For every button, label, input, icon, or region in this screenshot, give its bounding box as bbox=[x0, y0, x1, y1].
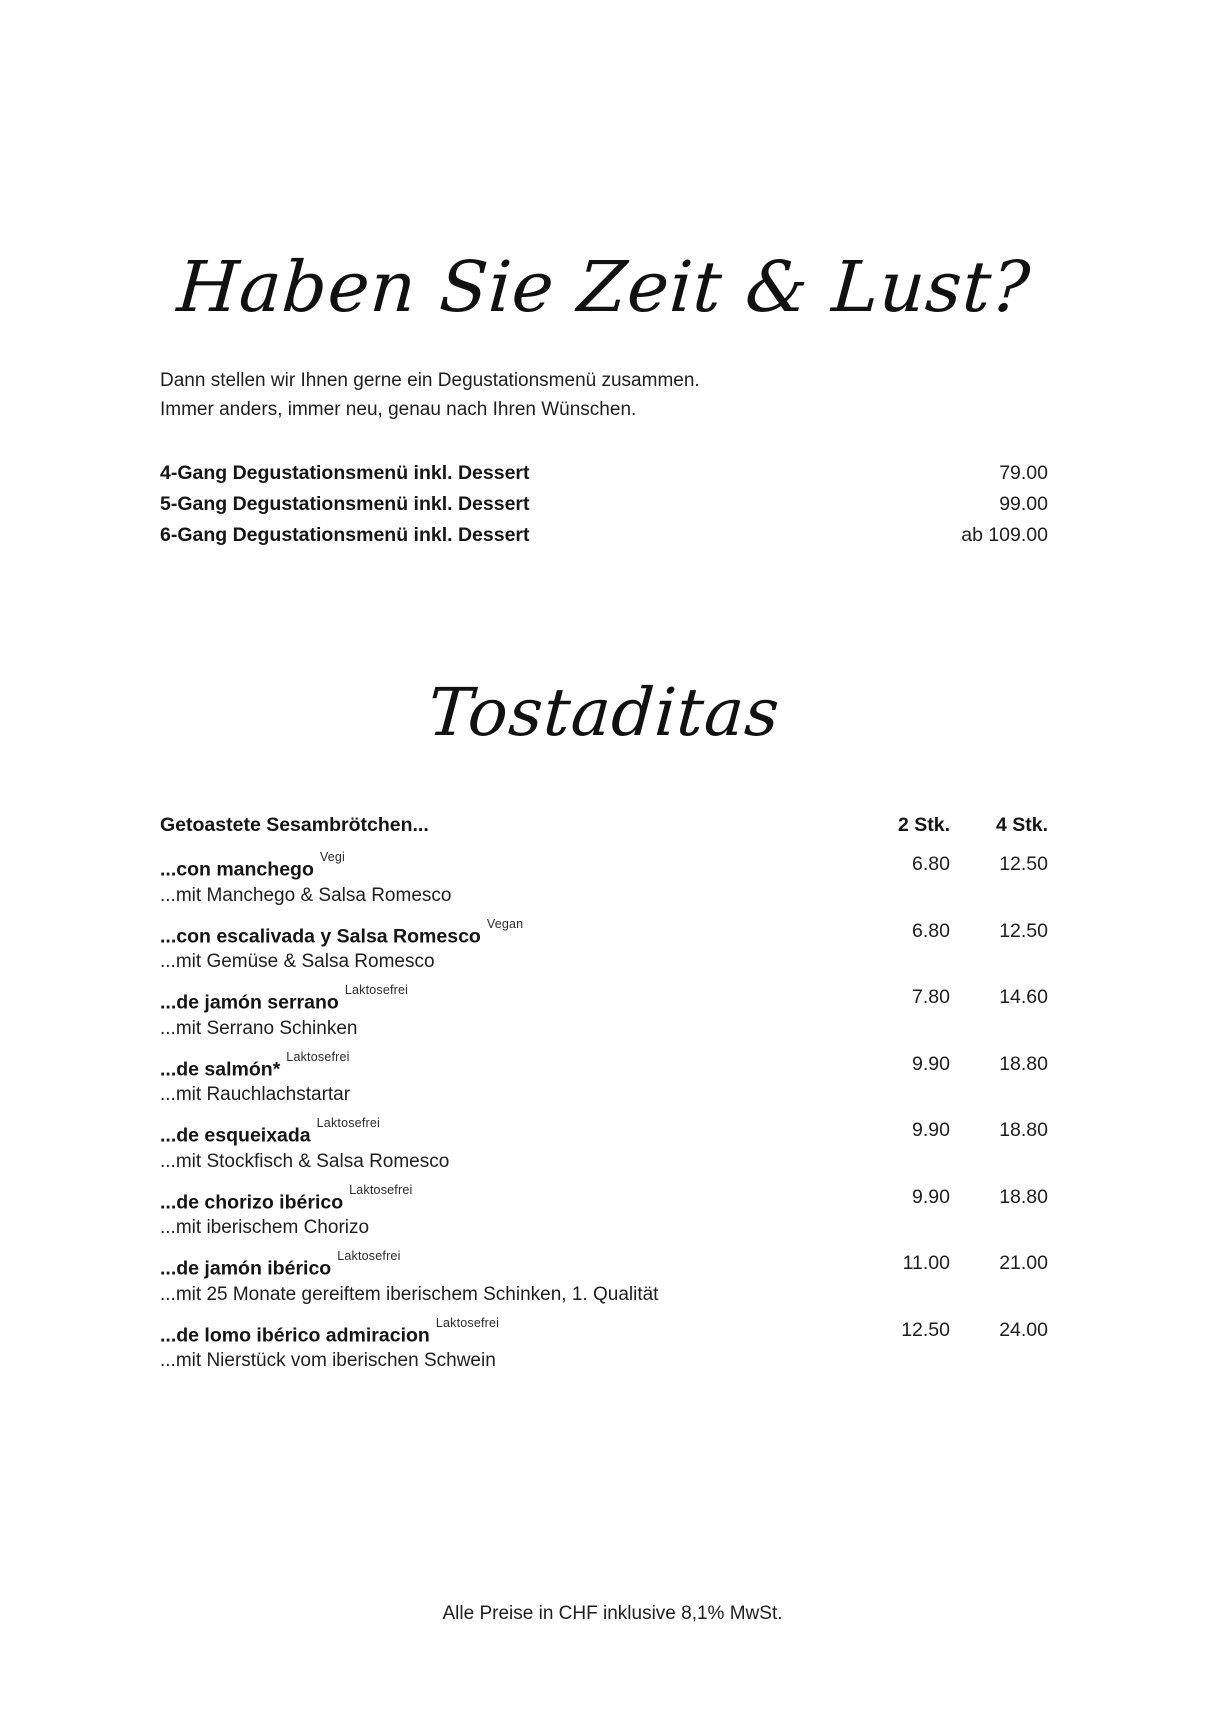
tostaditas-item-price-4stk: 14.60 bbox=[999, 986, 1048, 1008]
tostaditas-item-text bbox=[160, 851, 855, 909]
tostaditas-item bbox=[160, 1250, 1048, 1308]
tostaditas-item-name bbox=[160, 1250, 855, 1282]
tostaditas-item-name bbox=[160, 1317, 855, 1349]
diet-tag: Vegi bbox=[319, 850, 345, 864]
tostaditas-item bbox=[160, 1117, 1048, 1175]
tostaditas-header-2stk: 2 Stk. bbox=[897, 814, 950, 836]
tostaditas-item-price-2stk: 9.90 bbox=[912, 1119, 950, 1141]
tostaditas-item-text bbox=[160, 1250, 855, 1308]
item-name-text: ...con manchego bbox=[160, 858, 314, 881]
tostaditas-table bbox=[160, 813, 1048, 1374]
item-name-text: ...de jamón ibérico bbox=[160, 1257, 332, 1280]
tostaditas-section bbox=[160, 663, 1048, 1374]
item-name-text: ...de salmón* bbox=[160, 1058, 281, 1080]
price-footnote: Alle Preise in CHF inklusive 8,1% MwSt. bbox=[442, 1603, 783, 1624]
diet-tag: Laktosefrei bbox=[344, 983, 409, 997]
tostaditas-item-price-4stk: 21.00 bbox=[999, 1252, 1048, 1274]
menu-page-content bbox=[160, 0, 1048, 1383]
tostaditas-item bbox=[160, 1184, 1048, 1242]
tostaditas-item-text bbox=[160, 1184, 855, 1242]
tostaditas-item bbox=[160, 918, 1048, 976]
tostaditas-item-price-4stk: 12.50 bbox=[999, 853, 1048, 875]
tostaditas-title: Tostaditas bbox=[425, 674, 783, 751]
tostaditas-item-description: ...mit iberischem Chorizo bbox=[160, 1217, 370, 1238]
tostaditas-item-price-4stk: 12.50 bbox=[999, 919, 1048, 942]
degustation-item bbox=[160, 458, 1048, 489]
tostaditas-item-description: ...mit 25 Monate gereiftem iberischem Schinken, 1. Qualität bbox=[160, 1283, 659, 1305]
diet-tag: Laktosefrei bbox=[286, 1049, 350, 1064]
tostaditas-item-text bbox=[160, 1117, 855, 1175]
degustation-title: Haben Sie Zeit & Lust? bbox=[174, 246, 1034, 328]
degustation-section bbox=[160, 232, 1048, 551]
tostaditas-item-name bbox=[160, 918, 855, 950]
item-name-text: ...con escalivada y Salsa Romesco bbox=[160, 925, 481, 947]
tostaditas-item-description: ...mit Serrano Schinken bbox=[160, 1017, 358, 1039]
tostaditas-item-name bbox=[160, 1184, 855, 1216]
degustation-item-name: 6-Gang Degustationsmenü inkl. Dessert bbox=[160, 524, 530, 546]
degustation-intro-line2: Immer anders, immer neu, genau nach Ihren Wünschen. bbox=[160, 399, 637, 420]
tostaditas-item-price-2stk: 6.80 bbox=[912, 853, 950, 875]
item-name-text: ...de esqueixada bbox=[160, 1124, 311, 1147]
item-name-text: ...de lomo ibérico admiracion bbox=[160, 1324, 430, 1346]
tostaditas-item bbox=[160, 851, 1048, 909]
diet-tag: Laktosefrei bbox=[316, 1116, 381, 1130]
tostaditas-header-row bbox=[160, 813, 1048, 837]
tostaditas-item-description: ...mit Nierstück vom iberischen Schwein bbox=[160, 1350, 496, 1371]
tostaditas-item-price-4stk: 18.80 bbox=[999, 1052, 1048, 1075]
tostaditas-item bbox=[160, 1051, 1048, 1109]
tostaditas-header-4stk: 4 Stk. bbox=[995, 814, 1048, 836]
diet-tag: Laktosefrei bbox=[337, 1249, 401, 1263]
tostaditas-item-name bbox=[160, 1117, 855, 1149]
item-name-text: ...de chorizo ibérico bbox=[160, 1191, 344, 1213]
tostaditas-item-description: ...mit Manchego & Salsa Romesco bbox=[160, 884, 452, 906]
degustation-item-name: 4-Gang Degustationsmenü inkl. Dessert bbox=[160, 462, 530, 484]
tostaditas-header-label: Getoastete Sesambrötchen... bbox=[160, 814, 429, 836]
tostaditas-item-price-2stk: 9.90 bbox=[912, 1052, 950, 1075]
item-name-text: ...de jamón serrano bbox=[160, 991, 339, 1014]
diet-tag: Laktosefrei bbox=[435, 1315, 500, 1330]
tostaditas-item-description: ...mit Rauchlachstartar bbox=[160, 1084, 351, 1105]
degustation-item-price: 79.00 bbox=[999, 462, 1048, 484]
tostaditas-item-name bbox=[160, 851, 855, 883]
tostaditas-item-text bbox=[160, 984, 855, 1042]
tostaditas-item bbox=[160, 984, 1048, 1042]
tostaditas-item-price-4stk: 18.80 bbox=[999, 1119, 1048, 1141]
degustation-item bbox=[160, 489, 1048, 520]
degustation-item-price: 99.00 bbox=[999, 493, 1048, 515]
tostaditas-item-price-2stk: 9.90 bbox=[912, 1185, 950, 1208]
tostaditas-item-price-2stk: 6.80 bbox=[912, 919, 950, 942]
degustation-item-price: ab 109.00 bbox=[961, 524, 1048, 546]
tostaditas-item-name bbox=[160, 1051, 855, 1083]
tostaditas-item-text bbox=[160, 918, 855, 976]
degustation-list bbox=[160, 458, 1048, 551]
degustation-intro-line1: Dann stellen wir Ihnen gerne ein Degustationsmenü zusammen. bbox=[160, 370, 700, 391]
diet-tag: Vegan bbox=[486, 916, 524, 931]
tostaditas-item-price-2stk: 7.80 bbox=[912, 986, 950, 1008]
degustation-item-name: 5-Gang Degustationsmenü inkl. Dessert bbox=[160, 493, 530, 515]
diet-tag: Laktosefrei bbox=[349, 1182, 413, 1197]
tostaditas-item bbox=[160, 1317, 1048, 1375]
degustation-item bbox=[160, 520, 1048, 551]
tostaditas-item-price-2stk: 12.50 bbox=[901, 1318, 950, 1341]
tostaditas-item-price-4stk: 18.80 bbox=[999, 1185, 1048, 1208]
tostaditas-item-name bbox=[160, 984, 855, 1016]
tostaditas-item-price-2stk: 11.00 bbox=[902, 1252, 950, 1274]
tostaditas-item-description: ...mit Gemüse & Salsa Romesco bbox=[160, 951, 435, 972]
tostaditas-item-price-4stk: 24.00 bbox=[999, 1318, 1048, 1341]
tostaditas-item-text bbox=[160, 1317, 855, 1375]
tostaditas-item-text bbox=[160, 1051, 855, 1109]
tostaditas-item-description: ...mit Stockfisch & Salsa Romesco bbox=[160, 1150, 450, 1172]
